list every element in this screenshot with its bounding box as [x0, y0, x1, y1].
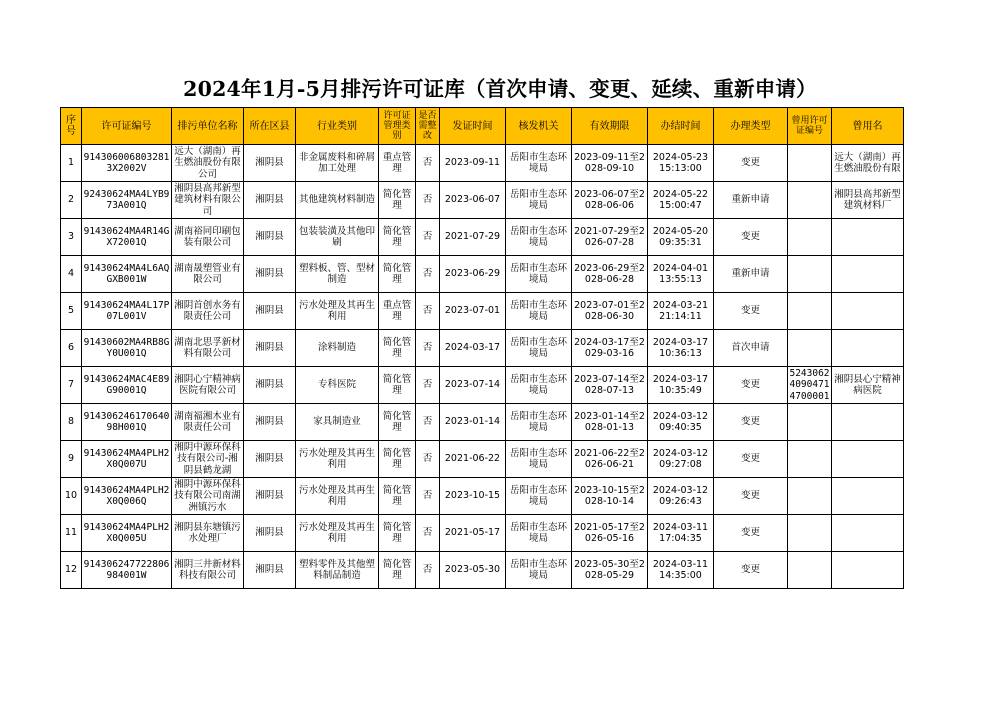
- cell-county: 湘阴县: [244, 478, 296, 515]
- cell-done-time: 2024-03-11 17:04:35: [648, 515, 714, 552]
- cell-rectify: 否: [416, 478, 440, 515]
- cell-county: 湘阴县: [244, 182, 296, 219]
- cell-county: 湘阴县: [244, 552, 296, 589]
- cell-issue-date: 2023-07-14: [440, 367, 506, 404]
- cell-old-permit-no: [788, 219, 832, 256]
- cell-unit-name: 湘阴县高邦新型建筑材料有限公司: [172, 182, 244, 219]
- cell-old-permit-no: 524306240904714700001: [789, 367, 830, 402]
- cell-row-no: 4: [61, 256, 82, 293]
- col-header-authority: 核发机关: [506, 108, 572, 145]
- col-header-permit: 许可证编号: [82, 108, 172, 145]
- cell-unit-name: 湘阴县东塘镇污水处理厂: [172, 515, 244, 552]
- cell-unit-name: 远大（湖南）再生燃油股份有限公司: [172, 145, 244, 182]
- cell-mgmt-category: 简化管理: [379, 219, 416, 256]
- cell-mgmt-category: 简化管理: [379, 404, 416, 441]
- cell-issue-date: 2023-01-14: [440, 404, 506, 441]
- cell-authority: 岳阳市生态环境局: [506, 515, 572, 552]
- table-row: [61, 219, 904, 256]
- cell-rectify: 否: [416, 330, 440, 367]
- page-title: 2024年1月-5月排污许可证库（首次申请、变更、延续、重新申请）: [183, 77, 817, 101]
- cell-unit-name: 湘阴中源环保科技有限公司-湘阴县鹤龙湖: [172, 441, 244, 478]
- cell-rectify: 否: [416, 515, 440, 552]
- cell-row-no: 8: [61, 404, 82, 441]
- cell-validity: 2021-05-17至2026-05-16: [572, 515, 648, 552]
- cell-old-name: [832, 219, 904, 256]
- col-header-old-no: 曾用许可证编号: [788, 108, 832, 145]
- cell-validity: 2023-06-07至2028-06-06: [572, 182, 648, 219]
- cell-rectify: 否: [416, 293, 440, 330]
- cell-done-time: 2024-05-22 15:00:47: [648, 182, 714, 219]
- col-header-rectify: 是否需整改: [416, 108, 440, 145]
- cell-process-type: 首次申请: [714, 330, 788, 367]
- table-row: [61, 182, 904, 219]
- col-header-validity: 有效期限: [572, 108, 648, 145]
- cell-industry: 塑料零件及其他塑料制品制造: [296, 552, 379, 589]
- cell-unit-name: 湖南福湘木业有限责任公司: [172, 404, 244, 441]
- cell-mgmt-category: 简化管理: [379, 441, 416, 478]
- cell-row-no: 6: [61, 330, 82, 367]
- cell-done-time: 2024-03-12 09:26:43: [648, 478, 714, 515]
- cell-permit-no: 91430624MA4L6AQGXB001W: [82, 256, 172, 293]
- table-row: [61, 478, 904, 515]
- col-header-done: 办结时间: [648, 108, 714, 145]
- cell-row-no: 9: [61, 441, 82, 478]
- cell-row-no: 5: [61, 293, 82, 330]
- cell-permit-no: 91430624MA4PLH2X0Q007U: [82, 441, 172, 478]
- cell-mgmt-category: 简化管理: [379, 478, 416, 515]
- cell-validity: 2023-07-01至2028-06-30: [572, 293, 648, 330]
- cell-county: 湘阴县: [244, 404, 296, 441]
- cell-rectify: 否: [416, 256, 440, 293]
- cell-authority: 岳阳市生态环境局: [506, 552, 572, 589]
- cell-authority: 岳阳市生态环境局: [506, 330, 572, 367]
- cell-county: 湘阴县: [244, 256, 296, 293]
- cell-done-time: 2024-05-20 09:35:31: [648, 219, 714, 256]
- cell-done-time: 2024-03-12 09:40:35: [648, 404, 714, 441]
- cell-unit-name: 湖南晟塑管业有限公司: [172, 256, 244, 293]
- cell-mgmt-category: 简化管理: [379, 552, 416, 589]
- cell-old-name: [832, 330, 904, 367]
- header-row: [61, 108, 904, 145]
- cell-issue-date: 2023-10-15: [440, 478, 506, 515]
- cell-row-no: 12: [61, 552, 82, 589]
- cell-mgmt-category: 简化管理: [379, 182, 416, 219]
- cell-process-type: 变更: [714, 404, 788, 441]
- cell-done-time: 2024-03-17 10:36:13: [648, 330, 714, 367]
- cell-industry: 家具制造业: [296, 404, 379, 441]
- cell-validity: 2023-06-29至2028-06-28: [572, 256, 648, 293]
- cell-old-name: [832, 293, 904, 330]
- cell-permit-no: 91430624MA4PLH2X0Q005U: [82, 515, 172, 552]
- cell-process-type: 重新申请: [714, 182, 788, 219]
- table-row: [61, 441, 904, 478]
- table-row: [61, 330, 904, 367]
- cell-done-time: 2024-03-21 21:14:11: [648, 293, 714, 330]
- cell-old-permit-no: [788, 552, 832, 589]
- cell-authority: 岳阳市生态环境局: [506, 478, 572, 515]
- cell-old-name: 湘阴县高邦新型建筑材料厂: [832, 182, 904, 219]
- cell-authority: 岳阳市生态环境局: [506, 145, 572, 182]
- cell-permit-no: 91430602MA4RB8GY0U001Q: [82, 330, 172, 367]
- table-row: [61, 515, 904, 552]
- cell-old-permit-no: [788, 145, 832, 182]
- cell-permit-no: 91430624MAC4E89G90001Q: [82, 367, 172, 404]
- cell-mgmt-category: 重点管理: [379, 145, 416, 182]
- cell-industry: 专科医院: [296, 367, 379, 404]
- cell-row-no: 10: [61, 478, 82, 515]
- cell-process-type: 变更: [714, 145, 788, 182]
- cell-done-time: 2024-05-23 15:13:00: [648, 145, 714, 182]
- cell-county: 湘阴县: [244, 330, 296, 367]
- cell-row-no: 3: [61, 219, 82, 256]
- cell-authority: 岳阳市生态环境局: [506, 441, 572, 478]
- cell-validity: 2023-09-11至2028-09-10: [572, 145, 648, 182]
- cell-validity: 2023-10-15至2028-10-14: [572, 478, 648, 515]
- cell-industry: 污水处理及其再生利用: [296, 293, 379, 330]
- cell-old-permit-no: [788, 404, 832, 441]
- cell-industry: 污水处理及其再生利用: [296, 441, 379, 478]
- cell-issue-date: 2021-05-17: [440, 515, 506, 552]
- table-row: [61, 404, 904, 441]
- col-header-mgmt: 许可证管理类别: [379, 108, 416, 145]
- cell-mgmt-category: 简化管理: [379, 330, 416, 367]
- cell-mgmt-category: 简化管理: [379, 367, 416, 404]
- cell-unit-name: 湘阴三井新材料科技有限公司: [172, 552, 244, 589]
- cell-unit-name: 湘阴首创水务有限责任公司: [172, 293, 244, 330]
- cell-county: 湘阴县: [244, 219, 296, 256]
- cell-authority: 岳阳市生态环境局: [506, 182, 572, 219]
- cell-permit-no: 91430624MA4R14GX72001Q: [82, 219, 172, 256]
- cell-mgmt-category: 简化管理: [379, 515, 416, 552]
- col-header-county: 所在区县: [244, 108, 296, 145]
- cell-process-type: 变更: [714, 219, 788, 256]
- col-header-industry: 行业类别: [296, 108, 379, 145]
- cell-issue-date: 2023-06-07: [440, 182, 506, 219]
- cell-authority: 岳阳市生态环境局: [506, 404, 572, 441]
- cell-authority: 岳阳市生态环境局: [506, 219, 572, 256]
- cell-rectify: 否: [416, 182, 440, 219]
- cell-industry: 污水处理及其再生利用: [296, 478, 379, 515]
- cell-row-no: 1: [61, 145, 82, 182]
- cell-old-name: 远大（湖南）再生燃油股份有限: [832, 145, 904, 182]
- cell-process-type: 变更: [714, 515, 788, 552]
- cell-done-time: 2024-04-01 13:55:13: [648, 256, 714, 293]
- cell-row-no: 7: [61, 367, 82, 404]
- cell-rectify: 否: [416, 404, 440, 441]
- cell-process-type: 变更: [714, 478, 788, 515]
- cell-validity: 2021-06-22至2026-06-21: [572, 441, 648, 478]
- cell-done-time: 2024-03-12 09:27:08: [648, 441, 714, 478]
- cell-validity: 2024-03-17至2029-03-16: [572, 330, 648, 367]
- col-header-old-name: 曾用名: [832, 108, 904, 145]
- cell-old-permit-no: [788, 330, 832, 367]
- cell-county: 湘阴县: [244, 293, 296, 330]
- cell-old-name: 湘阴县心宁精神病医院: [832, 367, 904, 404]
- cell-industry: 污水处理及其再生利用: [296, 515, 379, 552]
- cell-process-type: 变更: [714, 552, 788, 589]
- cell-row-no: 11: [61, 515, 82, 552]
- cell-issue-date: 2023-07-01: [440, 293, 506, 330]
- cell-issue-date: 2023-09-11: [440, 145, 506, 182]
- cell-done-time: 2024-03-17 10:35:49: [648, 367, 714, 404]
- cell-old-name: [832, 441, 904, 478]
- cell-authority: 岳阳市生态环境局: [506, 256, 572, 293]
- cell-old-name: [832, 515, 904, 552]
- cell-county: 湘阴县: [244, 145, 296, 182]
- cell-unit-name: 湘阴中源环保科技有限公司南湖洲镇污水: [172, 478, 244, 515]
- cell-old-permit-no: [788, 515, 832, 552]
- cell-industry: 非金属废料和碎屑加工处理: [296, 145, 379, 182]
- cell-rectify: 否: [416, 441, 440, 478]
- table-row: [61, 367, 904, 404]
- cell-county: 湘阴县: [244, 441, 296, 478]
- cell-industry: 塑料板、管、型材制造: [296, 256, 379, 293]
- cell-issue-date: 2021-06-22: [440, 441, 506, 478]
- cell-validity: 2023-05-30至2028-05-29: [572, 552, 648, 589]
- cell-county: 湘阴县: [244, 367, 296, 404]
- table-row: [61, 552, 904, 589]
- cell-permit-no: 9143060068032813X2002V: [82, 145, 172, 182]
- cell-process-type: 变更: [714, 367, 788, 404]
- table-row: [61, 145, 904, 182]
- col-header-type: 办理类型: [714, 108, 788, 145]
- cell-industry: 其他建筑材料制造: [296, 182, 379, 219]
- cell-mgmt-category: 重点管理: [379, 293, 416, 330]
- table-row: [61, 256, 904, 293]
- cell-permit-no: 914306247722806984001W: [82, 552, 172, 589]
- cell-old-name: [832, 552, 904, 589]
- cell-permit-no: 91430624MA4PLH2X0Q006Q: [82, 478, 172, 515]
- cell-old-name: [832, 404, 904, 441]
- cell-issue-date: 2024-03-17: [440, 330, 506, 367]
- cell-authority: 岳阳市生态环境局: [506, 367, 572, 404]
- cell-process-type: 重新申请: [714, 256, 788, 293]
- cell-mgmt-category: 简化管理: [379, 256, 416, 293]
- cell-process-type: 变更: [714, 441, 788, 478]
- col-header-issue: 发证时间: [440, 108, 506, 145]
- cell-old-name: [832, 478, 904, 515]
- cell-unit-name: 湘阴心宁精神病医院有限公司: [172, 367, 244, 404]
- permit-table: [60, 107, 904, 589]
- cell-industry: 涂料制造: [296, 330, 379, 367]
- cell-permit-no: 91430624617064098H001Q: [82, 404, 172, 441]
- cell-rectify: 否: [416, 219, 440, 256]
- cell-validity: 2021-07-29至2026-07-28: [572, 219, 648, 256]
- cell-permit-no: 92430624MA4LYB973A001Q: [82, 182, 172, 219]
- col-header-no: 序号: [61, 108, 82, 145]
- cell-permit-no: 91430624MA4L17P07L001V: [82, 293, 172, 330]
- table-row: [61, 293, 904, 330]
- cell-process-type: 变更: [714, 293, 788, 330]
- cell-unit-name: 湖南北思孚新材料有限公司: [172, 330, 244, 367]
- cell-row-no: 2: [61, 182, 82, 219]
- cell-old-name: [832, 256, 904, 293]
- cell-old-permit-no: [788, 256, 832, 293]
- cell-done-time: 2024-03-11 14:35:00: [648, 552, 714, 589]
- cell-unit-name: 湖南裕同印刷包装有限公司: [172, 219, 244, 256]
- cell-issue-date: 2023-05-30: [440, 552, 506, 589]
- cell-county: 湘阴县: [244, 515, 296, 552]
- col-header-unit: 排污单位名称: [172, 108, 244, 145]
- cell-authority: 岳阳市生态环境局: [506, 293, 572, 330]
- cell-industry: 包装装潢及其他印刷: [296, 219, 379, 256]
- cell-validity: 2023-01-14至2028-01-13: [572, 404, 648, 441]
- cell-rectify: 否: [416, 145, 440, 182]
- cell-old-permit-no: [788, 182, 832, 219]
- cell-old-permit-no: [788, 441, 832, 478]
- cell-old-permit-no: [788, 478, 832, 515]
- cell-rectify: 否: [416, 552, 440, 589]
- cell-rectify: 否: [416, 367, 440, 404]
- cell-old-permit-no: [788, 293, 832, 330]
- cell-validity: 2023-07-14至2028-07-13: [572, 367, 648, 404]
- cell-issue-date: 2023-06-29: [440, 256, 506, 293]
- cell-issue-date: 2021-07-29: [440, 219, 506, 256]
